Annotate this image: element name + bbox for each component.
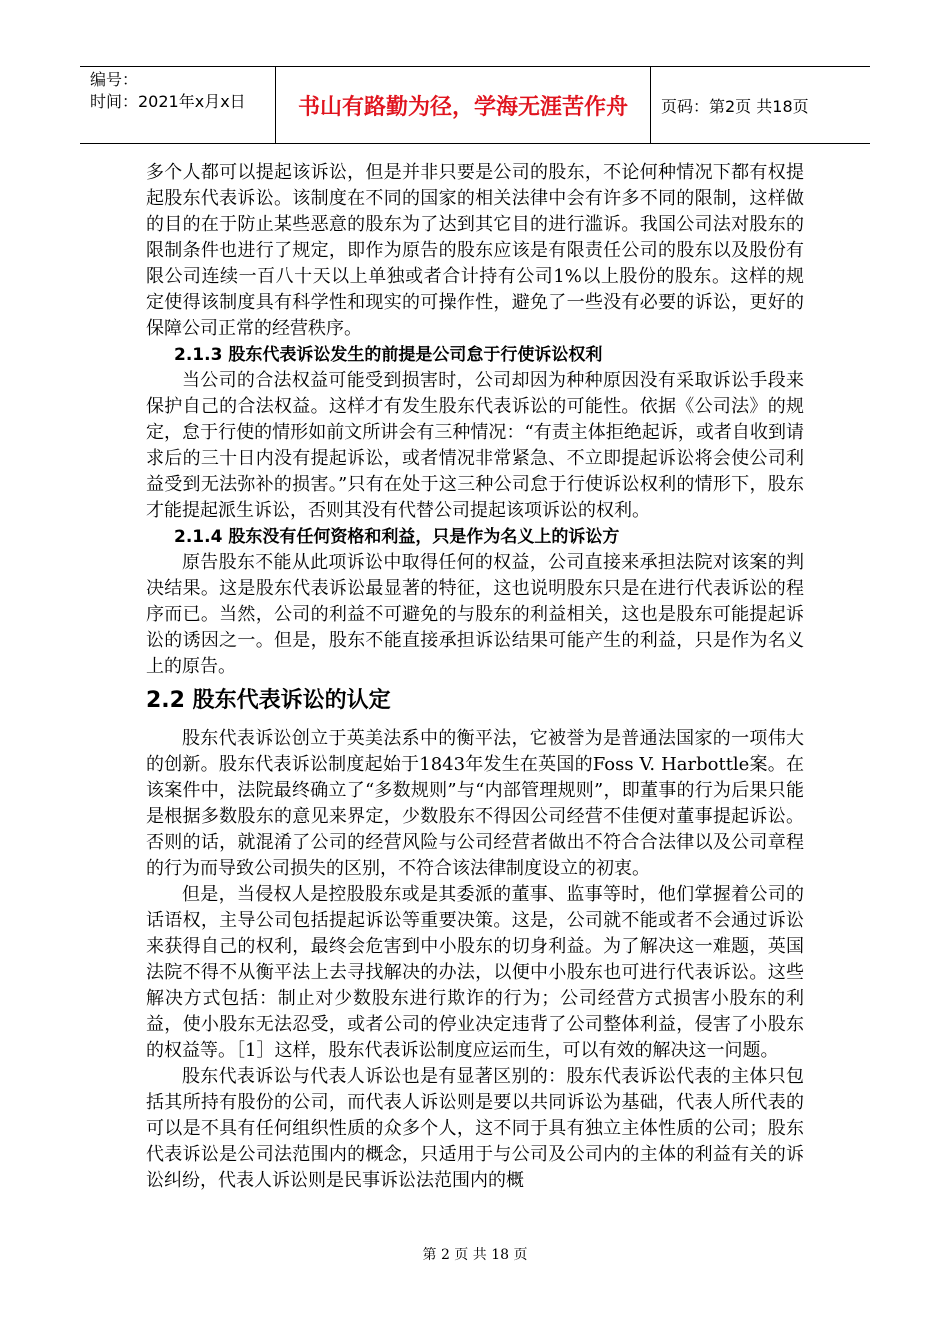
page-footer: 第 2 页 共 18 页 bbox=[422, 1247, 528, 1263]
time-label: 时间：2021年x月x日 bbox=[90, 92, 246, 111]
header-motto: 书山有路勤为径，学海无涯苦作舟 bbox=[276, 67, 651, 143]
heading-2-1-4: 2.1.4 股东没有任何资格和利益，只是作为名义上的诉讼方 bbox=[174, 527, 620, 547]
header-meta bbox=[80, 67, 276, 143]
page-header bbox=[80, 66, 870, 144]
number-label: 编号： bbox=[90, 70, 139, 89]
paragraph-3: 原告股东不能从此项诉讼中取得任何的权益，公司直接来承担法院对该案的判决结果。这是股东代表诉讼最显著的特征，这也说明股东只是在进行代表诉讼的程序而已。当然，公司的利益不可避免的与股东的利益相关，这也是股东可能提起诉讼的诱因之一。但是，股东不能直接承担诉讼结果可能产生的利益，只是作为名义上的原告。 bbox=[146, 552, 804, 677]
document-body bbox=[146, 160, 804, 1194]
paragraph-4: 股东代表诉讼创立于英美法系中的衡平法，它被誉为是普通法国家的一项伟大的创新。股东代表诉讼制度起始于1843年发生在英国的Foss V. Harbottle案。在该案件中，法院最终确立了“多数规则”与“内部管理规则”，即董事的行为后果只能是根据多数股东的意见来界定，少数股东不得因公司经营不佳便对董事提起诉讼。否则的话，就混淆了公司的经营风险与公司经营者做出不符合合法律以及公司章程的行为而导致公司损失的区别，不符合该法律制度设立的初衷。 bbox=[146, 728, 804, 879]
paragraph-6: 股东代表诉讼与代表人诉讼也是有显著区别的：股东代表诉讼代表的主体只包括其所持有股份的公司，而代表人诉讼则是要以共同诉讼为基础，代表人所代表的可以是不具有任何组织性质的众多个人，这不同于具有独立主体性质的公司；股东代表诉讼是公司法范围内的概念，只适用于与公司及公司内的主体的利益有关的诉讼纠纷，代表人诉讼则是民事诉讼法范围内的概 bbox=[146, 1066, 804, 1191]
header-page-info: 页码：第2页 共18页 bbox=[661, 96, 809, 116]
paragraph-2: 当公司的合法权益可能受到损害时，公司却因为种种原因没有采取诉讼手段来保护自己的合法权益。这样才有发生股东代表诉讼的可能性。依据《公司法》的规定，怠于行使的情形如前文所讲会有三种情况：“有责主体拒绝起诉，或者自收到请求后的三十日内没有提起诉讼，或者情况非常紧急、不立即提起诉讼将会使公司利益受到无法弥补的损害。”只有在处于这三种公司怠于行使诉讼权利的情形下，股东才能提起派生诉讼，否则其没有代替公司提起该项诉讼的权利。 bbox=[146, 370, 804, 521]
paragraph-1: 多个人都可以提起该诉讼，但是并非只要是公司的股东，不论何种情况下都有权提起股东代表诉讼。该制度在不同的国家的相关法律中会有许多不同的限制，这样做的目的在于防止某些恶意的股东为了达到其它目的进行滥诉。我国公司法对股东的限制条件也进行了规定，即作为原告的股东应该是有限责任公司的股东以及股份有限公司连续一百八十天以上单独或者合计持有公司1%以上股份的股东。这样的规定使得该制度具有科学性和现实的可操作性，避免了一些没有必要的诉讼，更好的保障公司正常的经营秩序。 bbox=[146, 162, 804, 339]
heading-2-2: 2.2 股东代表诉讼的认定 bbox=[146, 688, 391, 713]
paragraph-5: 但是，当侵权人是控股股东或是其委派的董事、监事等时，他们掌握着公司的话语权，主导公司包括提起诉讼等重要决策。这是，公司就不能或者不会通过诉讼来获得自己的权利，最终会危害到中小股东的切身利益。为了解决这一难题，英国法院不得不从衡平法上去寻找解决的办法，以便中小股东也可进行代表诉讼。这些解决方式包括：制止对少数股东进行欺诈的行为；公司经营方式损害小股东的利益，使小股东无法忍受，或者公司的停业决定违背了公司整体利益，侵害了小股东的权益等。［1］这样，股东代表诉讼制度应运而生，可以有效的解决这一问题。 bbox=[146, 884, 804, 1061]
heading-2-1-3: 2.1.3 股东代表诉讼发生的前提是公司怠于行使诉讼权利 bbox=[174, 345, 603, 365]
